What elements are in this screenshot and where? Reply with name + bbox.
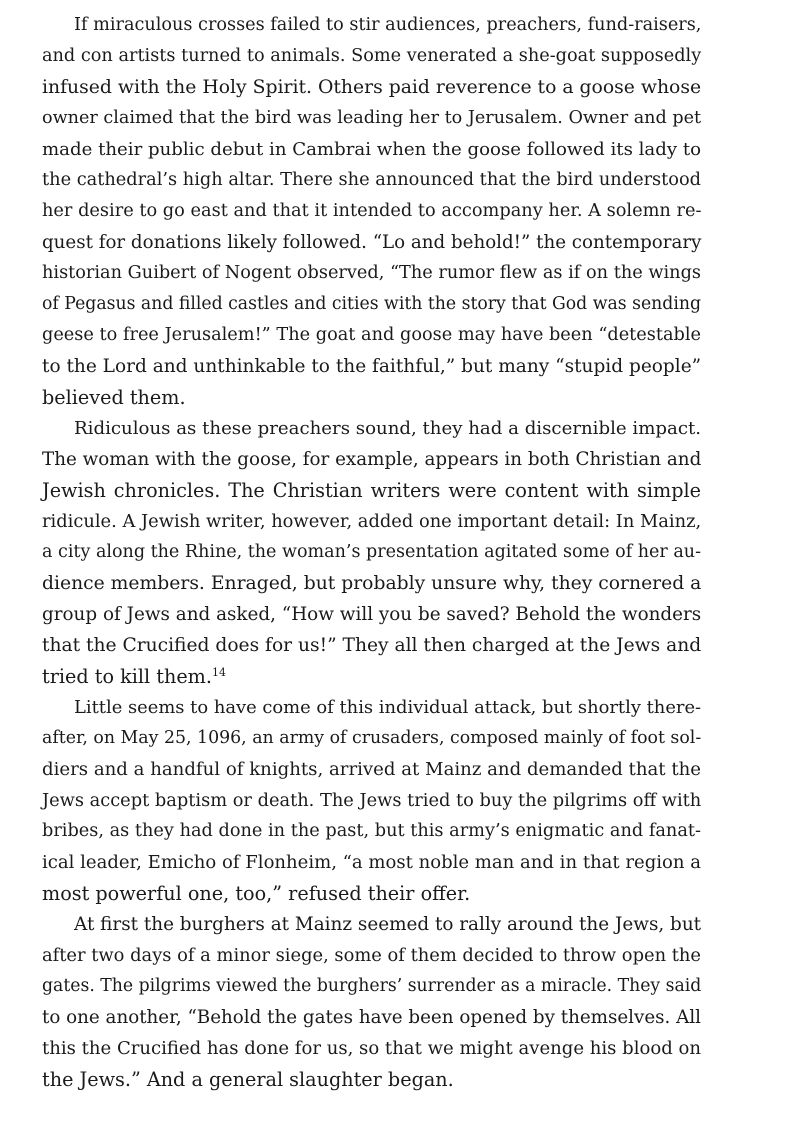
text-line: Little seems to have come of this individual attack, but shortly there- [74,697,702,718]
text-line: dience members. Enraged, but probably unsure why, they cornered a [42,573,702,594]
text-line: to one another, “Behold the gates have been opened by themselves. All [42,1007,701,1028]
text-line: infused with the Holy Spirit. Others paid reverence to a goose whose [42,77,702,98]
paragraph-3 [42,692,701,909]
text-line: quest for donations likely followed. “Lo and behold!” the contemporary [42,232,702,253]
text-line: the cathedral’s high altar. There she announced that the bird understood [42,170,702,190]
text-line: ical leader, Emicho of Flonheim, “a most noble man and in that region a [42,852,701,873]
text-line: the Jews.” And a general slaughter began. [42,1068,454,1091]
text-line [42,661,701,692]
paragraph-2 [42,413,701,692]
text-line: Jews accept baptism or death. The Jews tried to buy the pilgrims off with [42,790,702,811]
text-line: after two days of a minor siege, some of them decided to throw open the [42,945,701,966]
text-line: Ridiculous as these preachers sound, they had a discernible impact. [74,418,702,439]
text-line: to the Lord and unthinkable to the faithful,” but many “stupid people” [42,356,702,377]
text-line: that the Crucified does for us!” They all then charged at the Jews and [42,635,702,656]
text-line: a city along the Rhine, the woman’s presentation agitated some of her au- [42,542,701,562]
footnote-marker[interactable]: 14 [211,666,226,679]
text-line: of Pegasus and filled castles and cities with the story that God was sending [42,294,701,314]
text-line: most powerful one, too,” refused their offer. [42,882,471,905]
text-line: and con artists turned to animals. Some venerated a she-goat supposedly [42,46,702,66]
text-line: At first the burghers at Mainz seemed to rally around the Jews, but [74,914,702,935]
text-line: her desire to go east and that it intended to accompany her. A solemn re- [42,201,702,221]
paragraph-4 [42,909,701,1095]
text-line: If miraculous crosses failed to stir audiences, preachers, fund-raisers, [74,15,702,35]
text-line: believed them. [42,386,186,409]
text-line: geese to free Jerusalem!” The goat and goose may have been “detestable [42,325,701,345]
text-line: historian Guibert of Nogent observed, “The rumor flew as if on the wings [42,263,701,283]
text-line: after, on May 25, 1096, an army of crusaders, composed mainly of foot sol- [42,728,702,748]
book-page-text [42,10,701,1095]
text-line: gates. The pilgrims viewed the burghers’ surrender as a miracle. They said [42,976,702,996]
text-line: owner claimed that the bird was leading her to Jerusalem. Owner and pet [42,108,702,128]
paragraph-1 [42,10,701,413]
text-line: ridicule. A Jewish writer, however, added one important detail: In Mainz, [42,511,702,532]
text-line: diers and a handful of knights, arrived at Mainz and demanded that the [42,759,701,780]
text-line: this the Crucified has done for us, so that we might avenge his blood on [42,1038,701,1059]
text-line-content: tried to kill them. [42,665,212,688]
text-line: group of Jews and asked, “How will you be saved? Behold the wonders [42,604,702,625]
text-line: Jewish chronicles. The Christian writers were content with simple [42,479,701,502]
text-line: bribes, as they had done in the past, but this army’s enigmatic and fanat- [42,821,701,841]
text-line: The woman with the goose, for example, appears in both Christian and [42,449,702,470]
text-line: made their public debut in Cambrai when the goose followed its lady to [42,139,702,160]
